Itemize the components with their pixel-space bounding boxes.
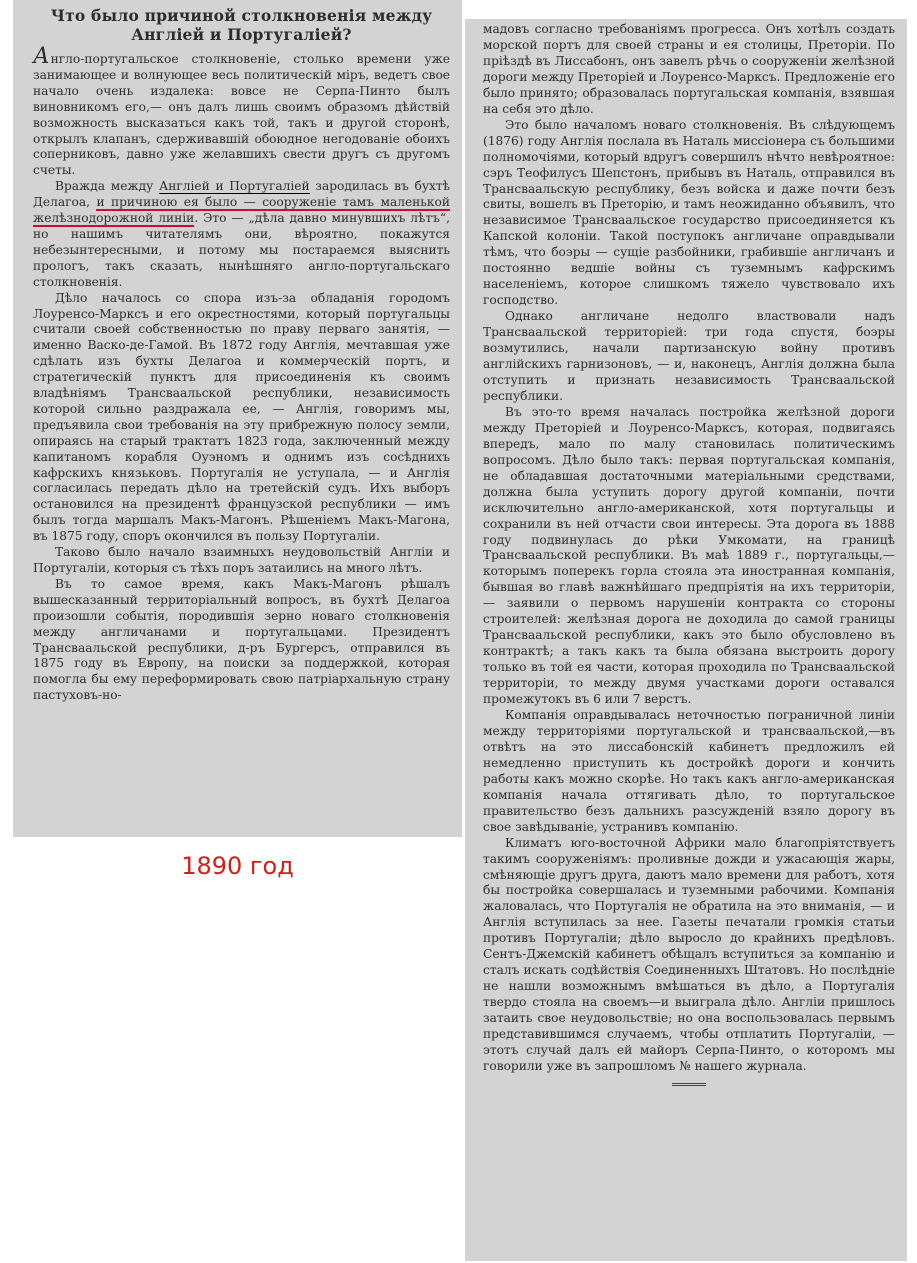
paragraph-2-part-e: . Это — „дѣла давно минувшихъ лѣтъ“, но нашимъ читателямъ они, вѣроятно, покажутся небезынтересными, и потому мы постараемся выяснить прологъ, такъ сказать, нынѣшняго англо-португальскаго столкновенія. bbox=[33, 211, 450, 289]
end-divider bbox=[672, 1083, 706, 1088]
paragraph-2 bbox=[33, 179, 450, 290]
paragraph-5: Въ то самое время, какъ Макъ-Магонъ рѣшалъ вышесказанный территоріальный вопросъ, въ бухтѣ Делагоа произошли событія, породившія зерно новаго столкновенія между англичанами и португальцами. Президентъ Трансваальской республики, д-ръ Бургерсъ, отправился въ 1875 году въ Европу, на поиски за поддержкой, которая помогла бы ему переформировать свою патріархальную страну пастуховъ-но- bbox=[33, 576, 450, 703]
red-underlined-cause: и причиною ея было — сооруженіе тамъ маленькой желѣзнодорожной линіи bbox=[33, 195, 451, 226]
paragraph-11: Климатъ юго-восточной Африки мало благопріятствуетъ такимъ сооруженіямъ: проливные дожди и ужасающія жары, смѣняющіе другъ друга, даютъ мало времени для работъ, хотя бы постройка совершалась и туземными рабочими. Компанія жаловалась, что Португалія не обратила на это вниманія, — и Англія вступилась за нее. Газеты печатали громкія статьи противъ Португаліи; дѣло выросло до крайнихъ предѣловъ. Сентъ-Джемскій кабинетъ обѣщалъ вступиться за компанію и сталъ искать содѣйствія Соединенныхъ Штатовъ. Но послѣдніе не нашли возможнымъ вмѣшаться въ дѣло, а Португалія твердо стояла на своемъ—и выиграла дѣло. Англіи пришлось затаить свое неудовольствіе; но она воспользовалась первымъ представившимся случаемъ, чтобы отплатить Португаліи, — этотъ случай далъ ей майоръ Серпа-Пинто, о которомъ мы говорили уже въ запрошломъ № нашего журнала. bbox=[483, 835, 895, 1073]
article-title: Что было причиной столкновенія между Англіей и Португаліей? bbox=[50, 6, 433, 44]
paragraph-10: Компанія оправдывалась неточностью пограничной линіи между территоріями португальской и трансваальской,—въ отвѣтъ на это лиссабонскій кабинетъ предложилъ ей немедленно приступить къ достройкѣ дороги и кончить работы какъ можно скорѣе. Но такъ какъ англо-американская компанія начала оттягивать дѣло, то португальское правительство безъ дальнихъ разсужденій взяло дорогу въ свое завѣдываніе, устранивъ компанію. bbox=[483, 707, 895, 834]
paragraph-4: Таково было начало взаимныхъ неудовольствій Англіи и Португаліи, которыя съ тѣхъ поръ затаились на много лѣтъ. bbox=[33, 545, 450, 575]
paragraph-1-text: нгло-португальское столкновеніе, столько времени уже занимающее и волнующее весь политическій міръ, ведетъ свое начало очень издалека: вовсе не Серпа-Пинто былъ виновникомъ его,— онъ далъ лишь своимъ образомъ дѣйствій возможность высказаться какъ той, такъ и другой сторонѣ, открылъ клапанъ, сдерживавшій обоюдное негодованіе обоихъ соперниковъ, давно уже желавшихъ свести другъ съ другомъ счеты. bbox=[33, 52, 450, 178]
paragraph-3: Дѣло началось со спора изъ-за обладанія городомъ Лоуренсо-Марксъ и его окрестностями, который португальцы считали своей собственностью по праву перваго занятія, — именно Васко-де-Гамой. Въ 1872 году Англія, мечтавшая уже сдѣлать изъ бухты Делагоа и коммерческій портъ, и стратегическій пунктъ для присоединенія къ своимъ владѣніямъ Трансваальской республики, независимость которой сильно раздражала ее, — Англія, говоримъ мы, предъявила свои требованія на эту прибрежную полосу земли, опираясь на старый трактатъ 1823 года, заключенный между капитаномъ корабля Оуэномъ и однимъ изъ сосѣднихъ кафрскихъ князьковъ. Португалія не уступала, — и Англія согласилась передать дѣло на третейскій судъ. Ихъ выборъ остановился на президентѣ французской республики — имъ былъ тогда маршалъ Макъ-Магонъ. Рѣшеніемъ Макъ-Магона, въ 1875 году, споръ окончился въ пользу Португаліи. bbox=[33, 290, 450, 544]
year-caption: 1890 год bbox=[181, 852, 294, 880]
paragraph-2-part-a: Вражда между bbox=[55, 179, 160, 194]
left-text-column bbox=[13, 0, 462, 837]
right-text-column bbox=[465, 19, 907, 1261]
paragraph-1 bbox=[33, 44, 450, 179]
drop-cap: А bbox=[33, 44, 50, 69]
paragraph-8: Однако англичане недолго властвовали надъ Трансваальской территоріей: три года спустя, боэры возмутились, начали партизанскую войну противъ англійскихъ гарнизоновъ, — и, наконецъ, Англія должна была отступить и признать независимость Трансваальской республики. bbox=[483, 309, 895, 403]
paragraph-9: Въ это-то время началась постройка желѣзной дороги между Преторіей и Лоуренсо-Марксъ, которая, подвигаясь впередъ, мало по малу становилась политическимъ вопросомъ. Дѣло было такъ: первая португальская компанія, не обладавшая достаточными матеріальными средствами, должна была уступить дорогу другой компаніи, почти исключительно англо-американской, хотя португальцы и сохранили въ ней отчасти свои интересы. Эта дорога въ 1888 году подвинулась до рѣки Умкомати, на границѣ Трансваальской республики. Въ маѣ 1889 г., португальцы,— которымъ поперекъ горла стояла эта иностранная компанія, бывшая во главѣ важнѣйшаго предпріятія на ихъ территоріи, — заявили о первомъ нарушеніи контракта со стороны строителей: желѣзная дорога не доходила до самой границы Трансваальской республики, какъ это было обусловлено въ контрактѣ; а такъ какъ та была обязана выстроить дорогу только въ той ея части, которая проходила по Трансваальской территоріи, то между двумя участками дороги оставался промежутокъ въ 6 или 7 верстъ. bbox=[483, 404, 895, 707]
paragraph-2-part-c: зародилась въ бухтѣ Делагоа, bbox=[33, 179, 450, 210]
paragraph-7: Это было началомъ новаго столкновенія. Въ слѣдующемъ (1876) году Англія послала въ Наталь миссіонера съ большими полномочіями, который вдругъ совершилъ нѣчто невѣроятное: сэръ Теофилусъ Шепстонъ, прибывъ въ Наталь, отправился въ Трансваальскую республику, безъ войска и даже почти безъ свиты, вошелъ въ Преторію, и тамъ неожиданно объявилъ, что независимое Трансваальское государство присоединяется къ Капской колоніи. Такой поступокъ англичане оправдывали тѣмъ, что боэры — сущіе разбойники, грабившіе англичанъ и постоянно ведшіе войны съ туземнымъ кафрскимъ населеніемъ, которое слишкомъ тяжело чувствовало ихъ господство. bbox=[483, 117, 895, 308]
underlined-countries: Англіей и Португаліей bbox=[159, 179, 310, 194]
paragraph-6: мадовъ согласно требованіямъ прогресса. Онъ хотѣлъ создать морской портъ для своей страны и ея столицы, Преторіи. По пріѣздѣ въ Лиссабонъ, онъ завелъ рѣчь о сооруженіи желѣзной дороги между Преторіей и Лоуренсо-Марксъ. Предложеніе его было принято; образовалась португальская компанія, взявшая на себя это дѣло. bbox=[483, 22, 895, 116]
